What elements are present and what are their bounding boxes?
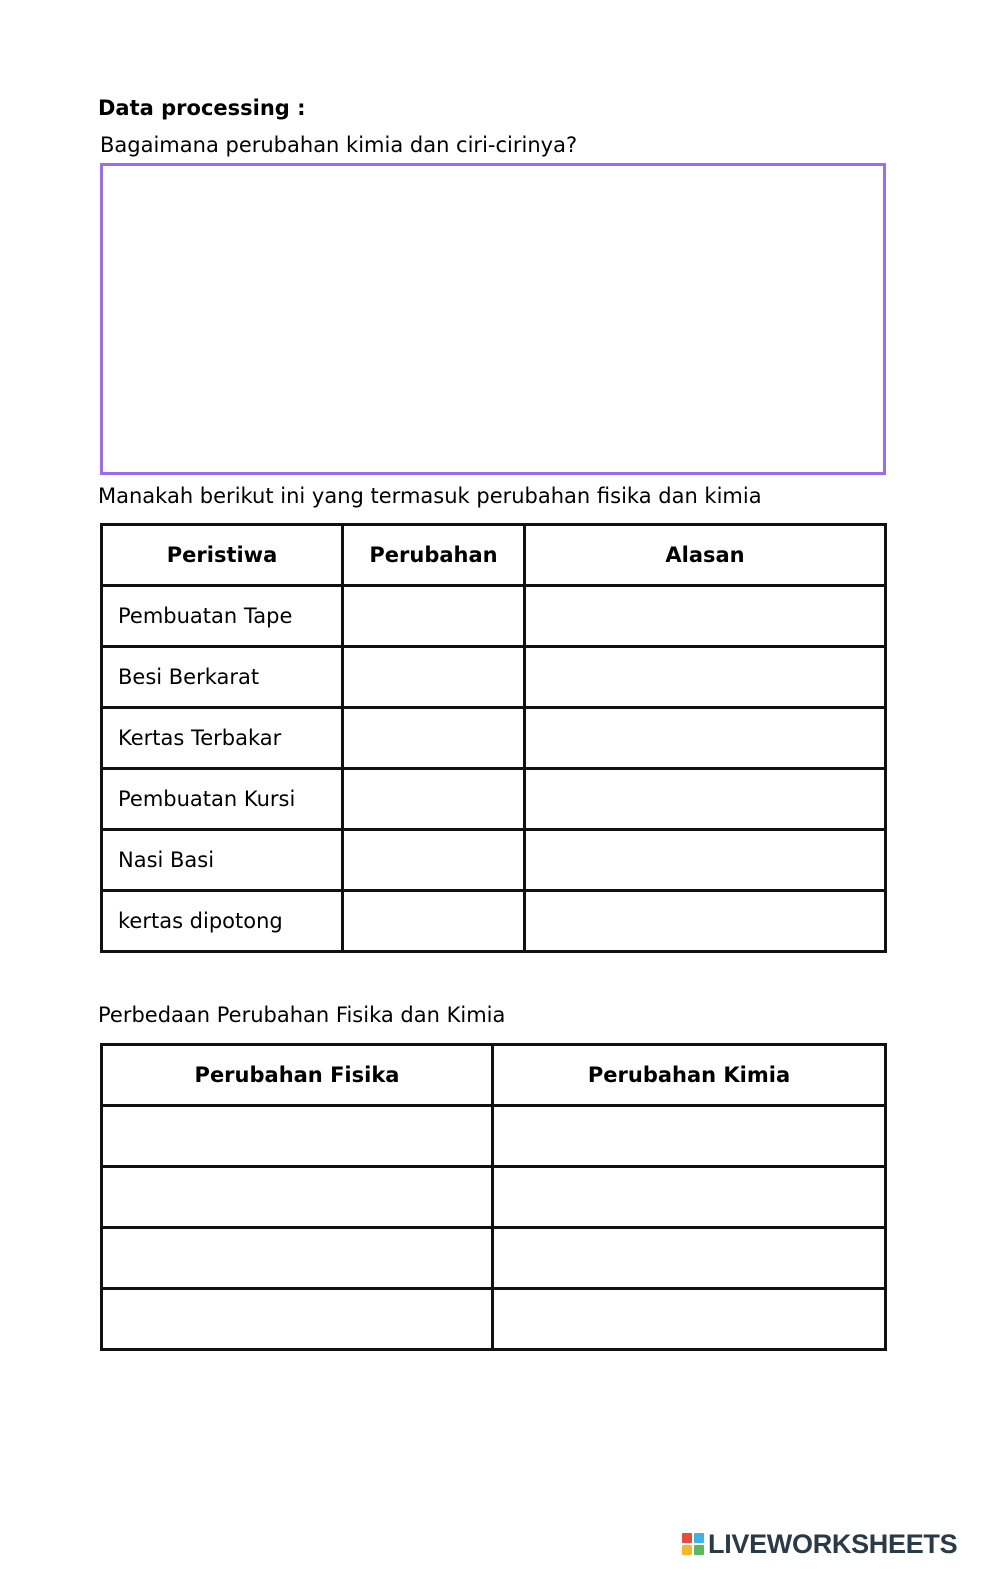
header-perubahan-kimia: Perubahan Kimia	[493, 1045, 886, 1106]
reason-cell[interactable]	[525, 830, 886, 891]
physical-input[interactable]	[103, 1107, 491, 1165]
table-row	[102, 586, 886, 647]
table-row	[102, 708, 886, 769]
chemical-cell[interactable]	[493, 1228, 886, 1289]
change-input[interactable]	[344, 892, 523, 950]
physical-cell[interactable]	[102, 1289, 493, 1350]
change-input[interactable]	[344, 648, 523, 706]
reason-input[interactable]	[526, 587, 884, 645]
physical-input[interactable]	[103, 1229, 491, 1287]
table-row	[102, 1228, 886, 1289]
chemical-input[interactable]	[494, 1168, 884, 1226]
chemical-input[interactable]	[494, 1290, 884, 1348]
reason-input[interactable]	[526, 831, 884, 889]
physical-cell[interactable]	[102, 1106, 493, 1167]
header-perubahan-fisika: Perubahan Fisika	[102, 1045, 493, 1106]
reason-cell[interactable]	[525, 708, 886, 769]
reason-cell[interactable]	[525, 891, 886, 952]
chemical-cell[interactable]	[493, 1106, 886, 1167]
change-cell[interactable]	[343, 708, 525, 769]
liveworksheets-logo	[682, 1528, 957, 1560]
reason-cell[interactable]	[525, 647, 886, 708]
change-input[interactable]	[344, 831, 523, 889]
physical-cell[interactable]	[102, 1167, 493, 1228]
logo-icon	[682, 1533, 704, 1555]
reason-input[interactable]	[526, 770, 884, 828]
event-label: Nasi Basi	[102, 830, 343, 891]
physical-input[interactable]	[103, 1168, 491, 1226]
event-label: Pembuatan Tape	[102, 586, 343, 647]
change-cell[interactable]	[343, 769, 525, 830]
table-row	[102, 769, 886, 830]
chemical-cell[interactable]	[493, 1289, 886, 1350]
change-cell[interactable]	[343, 647, 525, 708]
table-row	[102, 1167, 886, 1228]
question-1: Bagaimana perubahan kimia dan ciri-cirinya?	[100, 133, 578, 157]
change-input[interactable]	[344, 587, 523, 645]
change-cell[interactable]	[343, 891, 525, 952]
answer-textbox[interactable]	[100, 163, 886, 475]
reason-input[interactable]	[526, 892, 884, 950]
classification-table	[100, 523, 887, 953]
change-input[interactable]	[344, 770, 523, 828]
event-label: Besi Berkarat	[102, 647, 343, 708]
physical-cell[interactable]	[102, 1228, 493, 1289]
chemical-cell[interactable]	[493, 1167, 886, 1228]
event-label: Kertas Terbakar	[102, 708, 343, 769]
table-row	[102, 1289, 886, 1350]
header-perubahan: Perubahan	[343, 525, 525, 586]
change-input[interactable]	[344, 709, 523, 767]
table-header-row	[102, 1045, 886, 1106]
header-peristiwa: Peristiwa	[102, 525, 343, 586]
brand-name: LIVEWORKSHEETS	[708, 1528, 958, 1559]
table-row	[102, 647, 886, 708]
reason-cell[interactable]	[525, 769, 886, 830]
change-cell[interactable]	[343, 830, 525, 891]
event-label: kertas dipotong	[102, 891, 343, 952]
table-row	[102, 891, 886, 952]
reason-cell[interactable]	[525, 586, 886, 647]
header-alasan: Alasan	[525, 525, 886, 586]
reason-input[interactable]	[526, 709, 884, 767]
table-row	[102, 830, 886, 891]
chemical-input[interactable]	[494, 1229, 884, 1287]
reason-input[interactable]	[526, 648, 884, 706]
event-label: Pembuatan Kursi	[102, 769, 343, 830]
table-row	[102, 1106, 886, 1167]
chemical-input[interactable]	[494, 1107, 884, 1165]
section-heading: Data processing :	[98, 96, 306, 120]
change-cell[interactable]	[343, 586, 525, 647]
physical-input[interactable]	[103, 1290, 491, 1348]
question-2: Manakah berikut ini yang termasuk perubahan fisika dan kimia	[98, 484, 762, 508]
table-header-row	[102, 525, 886, 586]
question-3: Perbedaan Perubahan Fisika dan Kimia	[98, 1003, 506, 1027]
comparison-table	[100, 1043, 887, 1351]
